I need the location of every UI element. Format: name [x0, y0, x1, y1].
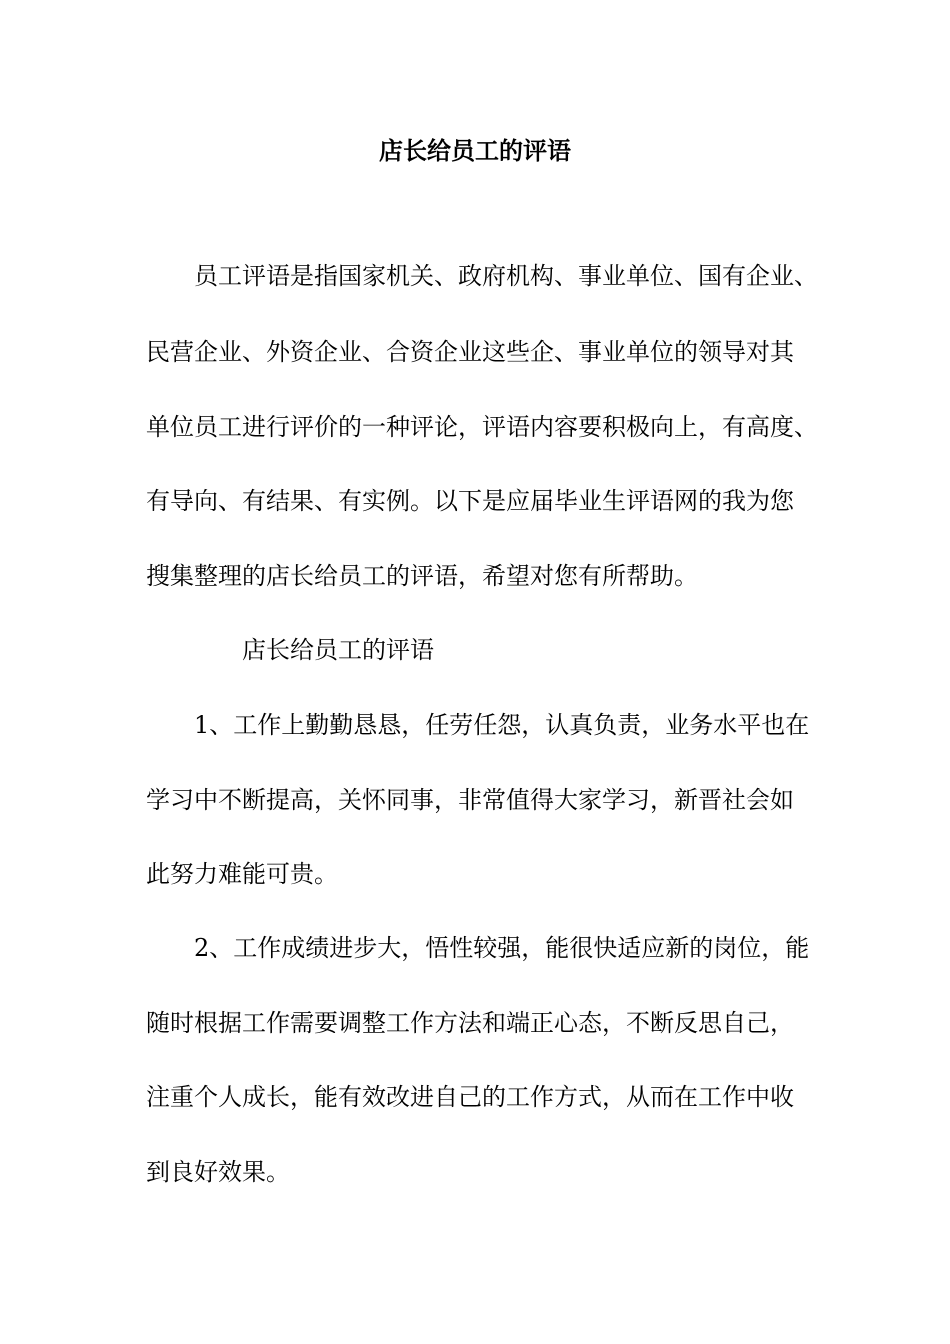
item-2-line-1: 2、工作成绩进步大，悟性较强，能很快适应新的岗位，能: [146, 934, 810, 962]
document-title: 店长给员工的评语: [379, 136, 571, 165]
item-2-line-4: 到良好效果。: [146, 1158, 290, 1186]
intro-line-5: 搜集整理的店长给员工的评语，希望对您有所帮助。: [146, 562, 698, 590]
item-2-line-2: 随时根据工作需要调整工作方法和端正心态，不断反思自己，: [146, 1009, 794, 1037]
section-subtitle: 店长给员工的评语: [146, 636, 434, 664]
intro-line-3: 单位员工进行评价的一种评论，评语内容要积极向上，有高度、: [146, 413, 818, 441]
intro-line-4: 有导向、有结果、有实例。以下是应届毕业生评语网的我为您: [146, 487, 794, 515]
intro-line-1: 员工评语是指国家机关、政府机构、事业单位、国有企业、: [146, 262, 818, 290]
item-1-line-1: 1、工作上勤勤恳恳，任劳任怨，认真负责，业务水平也在: [146, 711, 810, 739]
item-2-line-3: 注重个人成长，能有效改进自己的工作方式，从而在工作中收: [146, 1083, 794, 1111]
intro-line-2: 民营企业、外资企业、合资企业这些企、事业单位的领导对其: [146, 338, 794, 366]
item-1-line-2: 学习中不断提高，关怀同事，非常值得大家学习，新晋社会如: [146, 786, 794, 814]
item-1-line-3: 此努力难能可贵。: [146, 860, 338, 888]
